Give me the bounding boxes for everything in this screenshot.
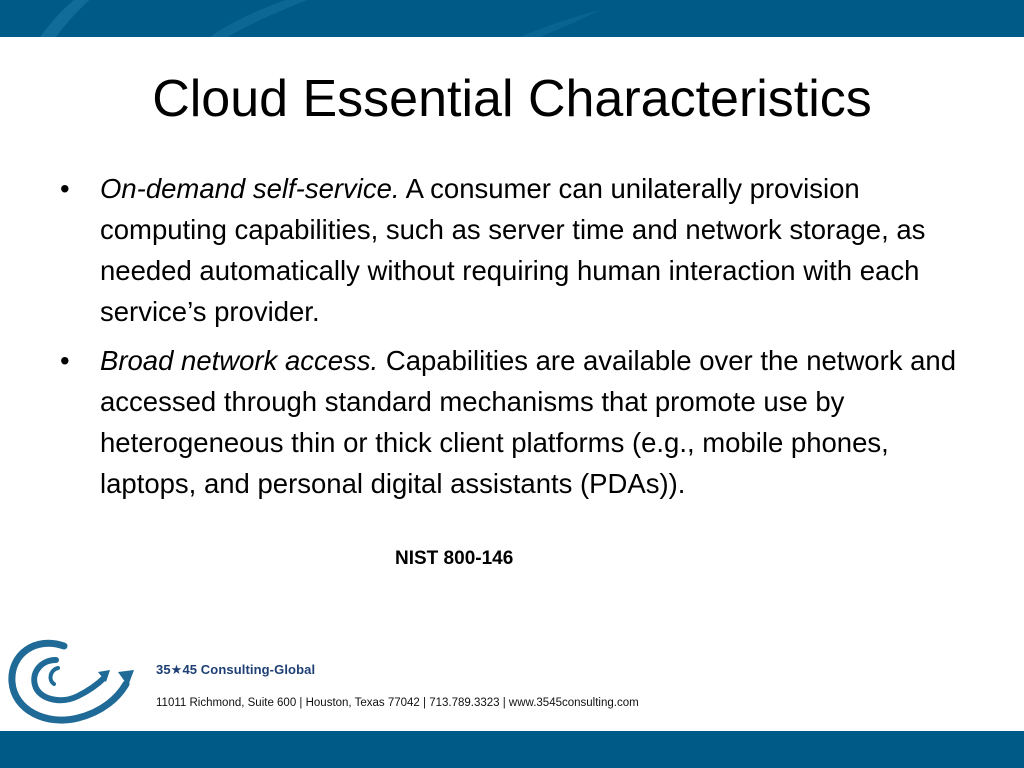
company-logo-swirl-icon	[6, 632, 136, 728]
bullet-text: A consumer can unilaterally provision computing capabilities, such as server time and network storage, as needed automatically without requiring human interaction with each service’s provider.	[100, 173, 926, 327]
company-name-suffix: 45 Consulting-Global	[182, 662, 316, 677]
bullet-marker: •	[60, 345, 70, 376]
bottom-banner	[0, 731, 1024, 768]
slide-title: Cloud Essential Characteristics	[152, 70, 872, 128]
bullet-list	[60, 168, 970, 512]
bullet-term: On-demand self-service.	[100, 173, 400, 204]
top-banner	[0, 0, 1024, 37]
banner-swoosh-decoration	[0, 0, 1024, 37]
star-icon: ★	[170, 662, 183, 677]
company-name-prefix: 35	[156, 662, 171, 677]
citation: NIST 800-146	[395, 548, 514, 569]
company-name	[156, 662, 315, 678]
bullet-item	[60, 340, 970, 504]
bullet-text: Capabilities are available over the network and accessed through standard mechanisms that promote use by heterogeneous thin or thick client platforms (e.g., mobile phones, laptops, and personal digital assistants (PDAs)).	[100, 345, 957, 499]
bullet-item	[60, 168, 970, 332]
bullet-term: Broad network access.	[100, 345, 379, 376]
footer-address: 11011 Richmond, Suite 600 | Houston, Texas 77042 | 713.789.3323 | www.3545consulting.com	[156, 697, 639, 709]
bullet-marker: •	[60, 173, 70, 204]
